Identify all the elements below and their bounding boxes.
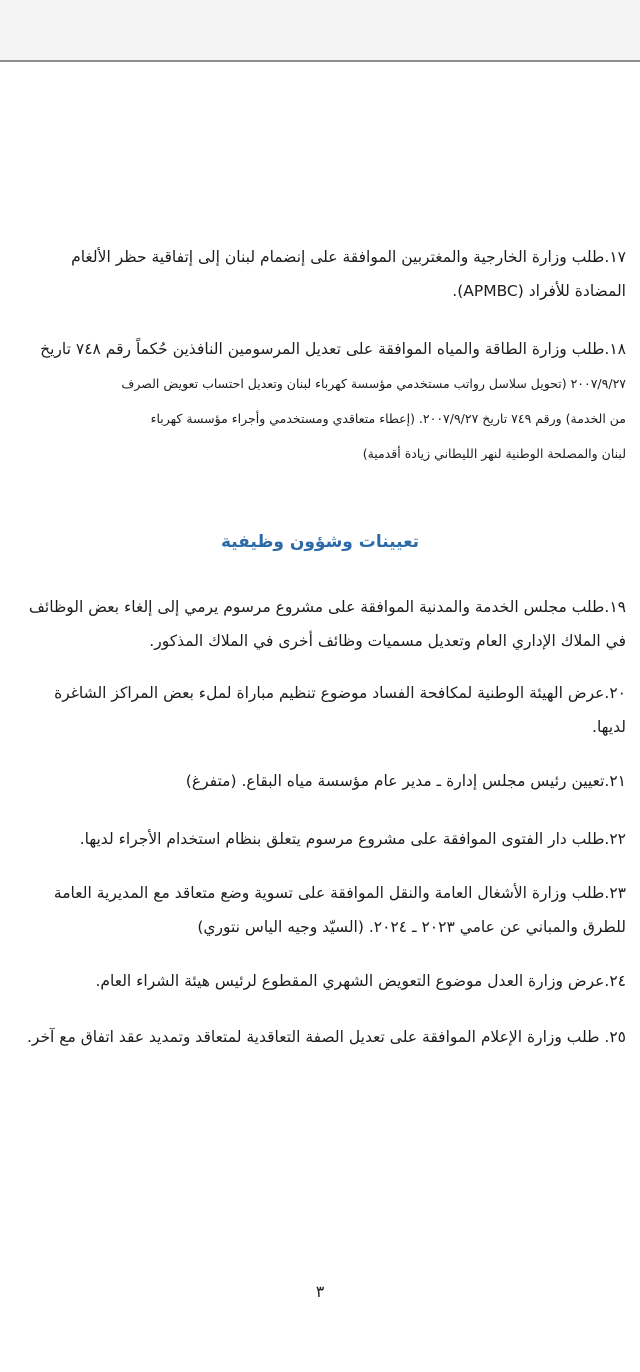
item-number: ١٩. [604,598,626,616]
agenda-item-22 [0,822,626,856]
item-number: ١٨. [604,340,626,358]
item-text-line: طلب وزارة الطاقة والمياه الموافقة على تعديل المرسومين النافذين حُكماً رقم ٧٤٨ تاريخ [40,340,605,358]
item-text-line: طلب وزارة الخارجية والمغتربين الموافقة على إنضمام لبنان إلى إتفاقية حظر الألغام [71,248,605,266]
section-title: تعيينات وشؤون وظيفية [220,532,420,552]
item-text-line: لديها. [592,718,626,736]
item-number: ٢٠. [604,684,626,702]
item-number: ٢٤. [604,972,626,990]
item-text-line: المضادة للأفراد (APMBC). [452,282,626,300]
agenda-item-18 [0,332,626,471]
item-text-line: عرض وزارة العدل موضوع التعويض الشهري المقطوع لرئيس هيئة الشراء العام. [95,972,605,990]
item-number: ١٧. [604,248,626,266]
agenda-item-21 [0,764,626,798]
item-text-line: طلب مجلس الخدمة والمدنية الموافقة على مشروع مرسوم يرمي إلى إلغاء بعض الوظائف [28,598,605,616]
agenda-item-24 [0,964,626,998]
item-text-line: عرض الهيئة الوطنية لمكافحة الفساد موضوع تنظيم مباراة لملء بعض المراكز الشاغرة [54,684,605,702]
item-text-line: طلب وزارة الإعلام الموافقة على تعديل الصفة التعاقدية لمتعاقد وتمديد عقد اتفاق مع آخر. [26,1028,605,1046]
agenda-item-20 [0,676,626,744]
item-text-line: في الملاك الإداري العام وتعديل مسميات وظائف أخرى في الملاك المذكور. [149,632,626,650]
item-text-line: طلب دار الفتوى الموافقة على مشروع مرسوم يتعلق بنظام استخدام الأجراء لديها. [79,830,605,848]
page-number: ٣ [315,1282,325,1301]
agenda-item-19 [0,590,626,658]
item-number: ٢٥. [604,1028,626,1046]
item-text-line: طلب وزارة الأشغال العامة والنقل الموافقة على تسوية وضع متعاقد مع المديرية العامة [53,884,605,902]
item-text-line: تعيين رئيس مجلس إدارة ـ مدير عام مؤسسة مياه البقاع. (متفرغ) [185,772,605,790]
agenda-item-17 [0,240,626,308]
item-text-line: ٢٠٠٧/٩/٢٧ (تحويل سلاسل رواتب مستخدمي مؤسسة كهرباء لبنان وتعديل احتساب تعويض الصرف [121,376,626,391]
item-number: ٢١. [604,772,626,790]
item-text-line: من الخدمة) ورقم ٧٤٩ تاريخ ٢٠٠٧/٩/٢٧. (إعطاء متعاقدي ومستخدمي وأجراء مؤسسة كهرباء [150,411,626,426]
item-number: ٢٣. [604,884,626,902]
agenda-item-25 [0,1020,626,1054]
item-number: ٢٢. [604,830,626,848]
agenda-item-23 [0,876,626,944]
item-text-line: لبنان والمصلحة الوطنية لنهر الليطاني زيادة أقدمية) [362,446,626,461]
item-text-line: للطرق والمباني عن عامي ٢٠٢٣ ـ ٢٠٢٤. (السيّد وجيه الياس نتوري) [197,918,626,936]
